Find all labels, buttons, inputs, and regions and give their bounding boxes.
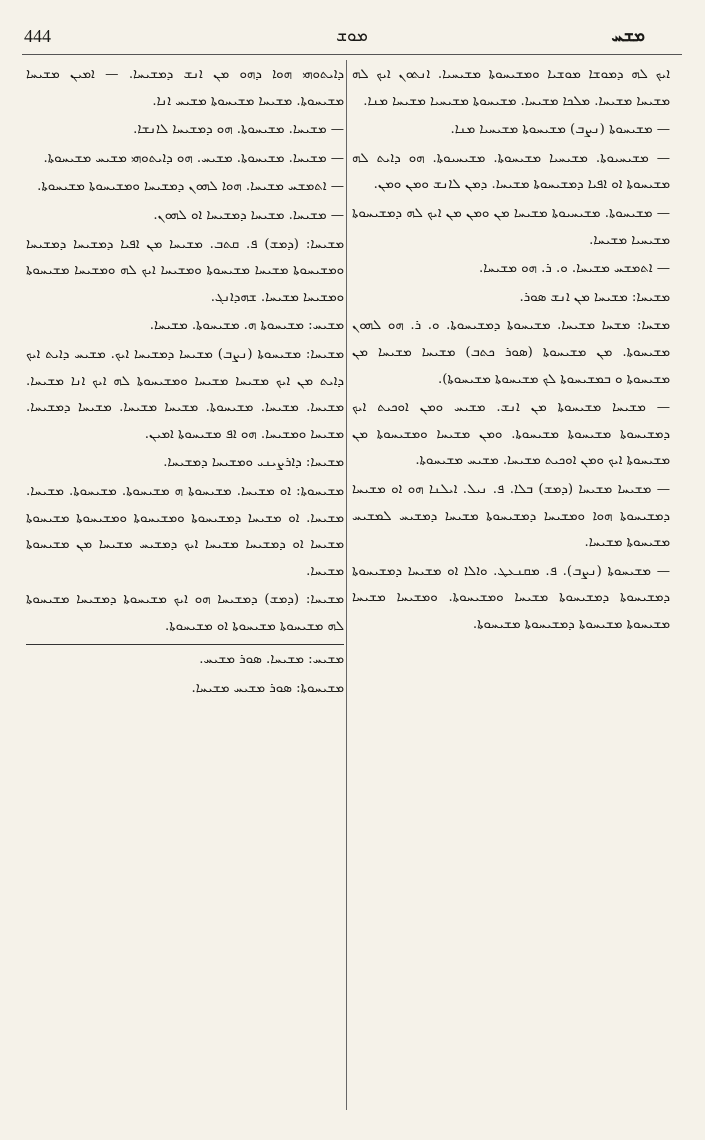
entry: ܡܫܝܚ: ܡܫܝܚܘܬܐ ܗ. ܡܫܝܚܘܬܐ. ܡܫܝܚܐ.: [149, 318, 344, 334]
entry: — ܡܫܝܚܘܬܐ (ܢܨܒ) ܡܫܝܚܘܬܐ ܡܫܝܚܝܐ ܡܢܐ.: [450, 122, 670, 138]
header-rule: [22, 54, 682, 55]
entry: ܡܫܚܐ: ܡܫܚܐ ܡܫܝܚܐ. ܡܫܝܚܘܬܐ ܕܡܫܝܚܘܬܐ. ܘ. ܪ. ܗܘ ܠܗܘܢ ܡܫܝܚܘܬܐ. ܡܢ ܡܫܝܚܘܬܐ (ܣܘܪ ܟܬܒ) ܡܫܝܚܐ ܡܫܝܚܐ ܡܢ ܡܫܝܚܘܬܐ ܘ ܒܡܫܝܚܘܬܐ ܠܟ ܡܫܝܚܘܬܐ ܡܫܝܚܘܬܐ).: [352, 318, 670, 387]
running-head: ܡܘܫ: [336, 26, 368, 46]
entry: — ܡܫܝܚܐ ܡܫܝܚܐ (ܕܡܫ) ܒܠܐ. ܦ. ܢܝܠ. ܐܝܠܢܐ ܗܘ ܐܘ ܡܫܝܚܐ ܕܡܫܝܚܘܬܐ ܗܘܐ ܘܡܫܝܚܐ ܕܡܫܝܚܘܬܐ ܡܫܝܚܐ ܕܡܫܝܚ ܠܡܫܝܚ ܡܫܝܚܘܬܐ ܡܫܝܚܐ.: [352, 481, 670, 551]
entry: ܕܐܝܬܘܗܝ ܗܘܐ ܕܗܘ ܡܢ ܐܢܫ ܕܡܫܝܚܐ. — ܐܡܝܢ ܡܫܝܚܐ ܡܫܝܚܘܬܐ. ܡܫܝܚܐ ܡܫܝܚܘܬܐ ܡܫܝܚ ܐܢܐ.: [26, 67, 344, 109]
entry: ܡܫܝܚܐ: (ܕܡܫ) ܕܡܫܝܚܐ ܗܘ ܐܝܟ ܡܫܝܚܘܬܐ ܕܡܫܝܚܐ ܡܫܝܚܘܬܐ ܠܗ ܡܫܝܚܘܬܐ ܡܫܝܚܘܬܐ ܐܘ ܡܫܝܚܘܬܐ.: [26, 592, 344, 634]
page-number: 444: [24, 26, 51, 46]
entry: — ܡܫܝܚܐ. ܡܫܝܚܘܬܐ. ܗܘ ܕܡܫܝܚܐ ܠܐܢܫܐ.: [133, 122, 344, 138]
entry: — ܡܫܝܚܘܬܐ (ܢܨܒ). ܦ. ܡܩܢܥܛ. ܘܐܠܐ ܐܘ ܡܫܝܚܐ ܕܡܫܝܚܘܬܐ ܕܡܫܝܚܘܬܐ ܕܡܫܝܚܘܬܐ ܡܫܝܚܐ ܘܡܫܝܚܘܬܐ. ܘܡܫܝܚܐ ܡܫܝܚܐ ܡܫܝܚܘܬܐ ܡܫܝܚܘܬܐ ܕܡܫܝܚܘܬܐ ܡܫܝܚܘܬܐ.: [352, 563, 670, 632]
entry: ܡܫܝܚܐ: ܡܫܝܚܘܬܐ (ܢܨܒ) ܡܫܝܚܐ ܕܡܫܝܚܐ ܐܝܟ. ܡܫܝܚ ܕܐܝܬ ܐܝܟ ܕܐܝܬ ܡܢ ܐܝܟ ܡܫܝܚܐ ܡܫܝܚܐ ܘܡܫܝܚܘܬܐ ܠܗ ܐܝܟ ܐܢܐ ܡܫܝܚܐ. ܡܫܝܚܐ. ܡܫܝܚܐ. ܡܫܝܚܘܬܐ. ܡܫܝܚܐ ܡܫܝܚܐ. ܡܫܝܚܐ ܕܡܫܝܚܐ. ܡܫܝܚܐ ܘܡܫܝܚܐ. ܗܘ ܐܦ ܡܫܝܚܘܬܐ ܐܡܝܢ.: [26, 346, 344, 442]
entry: — ܡܫܝܚܝܘܬܐ. ܡܫܝܚܝܐ ܡܫܝܚܘܬܐ. ܡܫܝܚܝܘܬܐ. ܗܘ ܕܐܝܬ ܠܗ ܡܫܝܚܘܬܐ ܐܘ ܐܦܝܐ ܕܡܫܝܚܘܬܐ ܡܫܝܚܐ. ܕܡܢ ܠܐܢܫ ܘܡܢ ܘܡܢ.: [352, 150, 670, 193]
entry: ܡܫܝܚܘܬܐ: ܣܘܪ ܡܫܝܚ ܡܫܝܚܐ.: [191, 681, 344, 697]
entry: — ܡܫܝܚܘܬܐ. ܡܫܝܚܝܘܬܐ ܡܫܝܚܐ ܡܢ ܘܡܢ ܡܢ ܐܝܟ ܠܗ ܕܡܫܝܚܘܬܐ ܡܫܝܚܝܐ ܡܫܝܚܐ.: [352, 205, 670, 248]
entry: — ܡܫܝܚܐ. ܡܫܝܚܐ ܕܡܫܝܚܐ ܐܘ ܠܗܘܢ.: [153, 207, 344, 223]
entry: ܐܝܟ ܠܗ ܕܡܘܫܐ ܡܘܫܝܐ ܘܡܫܝܚܘܬܐ ܡܫܝܚܝܐ. ܐܢܬܘܢ ܐܝܟ ܠܗ ܡܫܝܚܐ ܡܫܝܚܐ. ܡܠܟܐ ܡܫܝܚܐ. ܡܫܝܚܘܬܐ ܡܫܝܚܝܐ ܡܫܝܚܐ ܡܢܐ.: [352, 67, 670, 109]
page-header: [0, 0, 705, 56]
entry: — ܡܫܝܚܐ ܡܫܝܚܘܬܐ ܡܢ ܐܢܫ. ܡܫܝܚ ܘܡܢ ܐܘܟܝܬ ܐܝܟ ܕܡܫܝܚܘܬܐ ܡܫܝܚܘܬܐ ܡܫܝܚܘܬܐ. ܘܡܢ ܡܫܝܚܐ ܘܡܫܝܚܘܬܐ ܡܢ ܡܫܝܚܘܬܐ ܐܝܟ ܘܡܢ ܐܘܟܝܬ ܡܫܝܚܐ. ܡܫܝܚ ܡܫܝܚܘܬܐ.: [352, 400, 670, 469]
left-column: [26, 62, 344, 1112]
entry: ܡܫܝܚ: ܡܫܝܚܐ. ܣܘܪ ܡܫܝܚ.: [26, 644, 344, 674]
column-divider: [346, 60, 347, 1110]
entry: ܡܫܝܚܐ: ܕܐܪܨܝܢܝ ܘܡܫܝܚܐ ܕܡܫܝܚܐ.: [163, 455, 344, 471]
entry: ܡܫܝܚܘܬܐ: ܐܘ ܡܫܝܚܐ. ܡܫܝܚܘܬܐ ܗ ܡܫܝܚܘܬܐ. ܡܫܝܚܘܬܐ. ܡܫܝܚܐ. ܡܫܝܚܐ. ܐܘ ܡܫܝܚܐ ܕܡܫܝܚܘܬܐ ܘܡܫܝܚܘܬܐ ܘܡܫܝܚܘܬܐ ܡܫܝܚܘܬܐ ܡܫܝܚܐ ܐܘ ܕܡܫܝܚܐ ܡܫܝܚܐ ܐܝܟ ܕܡܫܝܚ ܡܫܝܚܐ ܡܢ ܡܫܝܚܘܬܐ ܡܫܝܚܐ.: [26, 483, 344, 579]
entry: — ܐܬܡܫܚ ܡܫܝܚܐ. ܗܘܐ ܠܗܘܢ ܕܡܫܝܚܐ ܘܡܫܝܚܘܬܐ ܡܫܝܚܘܬܐ.: [37, 179, 344, 195]
entry: ܡܫܝܚܐ: (ܕܡܫ) ܦ. ܩܬܒ. ܡܫܝܚܐ ܡܢ ܐܦܝܐ ܕܡܫܝܚܐ ܕܡܫܝܚܐ ܘܡܫܝܚܘܬܐ ܡܫܝܚܐ ܡܫܝܚܘܬܐ ܘܡܫܝܚܐ ܐܝܟ ܠܗ ܘܡܫܝܚܐ ܡܫܝܚܘܬܐ ܘܡܫܝܚܐ ܡܫܝܚܐ. ܫܗܕܐܢܓ.: [26, 236, 344, 305]
entry: — ܐܬܡܫܚ ܡܫܝܚܐ. ܘ. ܪ. ܗܘ ܡܫܝܚܐ.: [479, 261, 670, 277]
catchword: ܡܫܚ: [611, 26, 645, 46]
right-column: [352, 62, 670, 1112]
entry: ܡܫܝܚܐ: ܡܫܝܚܐ ܡܢ ܐܢܫ ܣܘܪ.: [519, 289, 670, 305]
entry: — ܡܫܝܚܐ. ܡܫܝܚܘܬܐ. ܡܫܝܚ. ܗܘ ܕܐܝܬܘܗܝ ܡܫܝܚ ܡܫܝܚܘܬܐ.: [43, 150, 344, 166]
